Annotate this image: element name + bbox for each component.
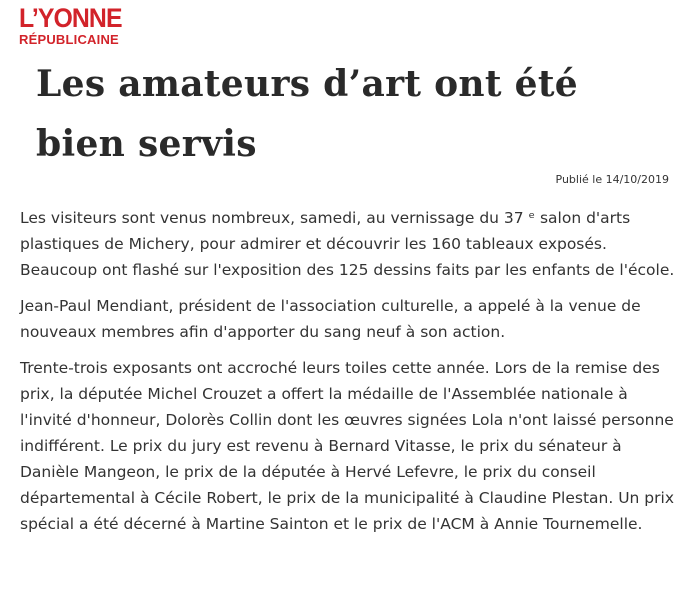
article-paragraph: Jean-Paul Mendiant, président de l'association culturelle, a appelé à la venue de nouveaux membres afin d'apporter du sang neuf à son action. — [20, 297, 641, 341]
article-paragraph: Trente-trois exposants ont accroché leurs toiles cette année. Lors de la remise des prix, la députée Michel Crouzet a offert la médaille de l'Assemblée nationale à l'invité d'honneur, Dolorès Collin dont les œuvres signées Lola n'ont laissé personne indifférent. Le prix du jury est revenu à Bernard Vitasse, le prix du sénateur à Danièle Mangeon, le prix de la députée à Hervé Lefevre, le prix du conseil départemental à Cécile Robert, le prix de la municipalité à Claudine Plestan. Un prix spécial a été décerné à Martine Sainton et le prix de l'ACM à Annie Tournemelle. — [20, 359, 674, 533]
publish-date: Publié le 14/10/2019 — [555, 173, 669, 186]
site-logo[interactable] — [19, 5, 131, 46]
article-body — [20, 205, 680, 547]
article-title: Les amateurs d’art ont été bien servis — [36, 63, 578, 165]
article-paragraph: Les visiteurs sont venus nombreux, samedi, au vernissage du 37 ᵉ salon d'arts plastiques de Michery, pour admirer et découvrir les 160 tableaux exposés. Beaucoup ont flashé sur l'exposition des 125 dessins faits par les enfants de l'école. — [20, 209, 675, 279]
logo-wordmark: L’YONNE — [19, 3, 122, 33]
logo-subtitle: RÉPUBLICAINE — [19, 32, 119, 47]
